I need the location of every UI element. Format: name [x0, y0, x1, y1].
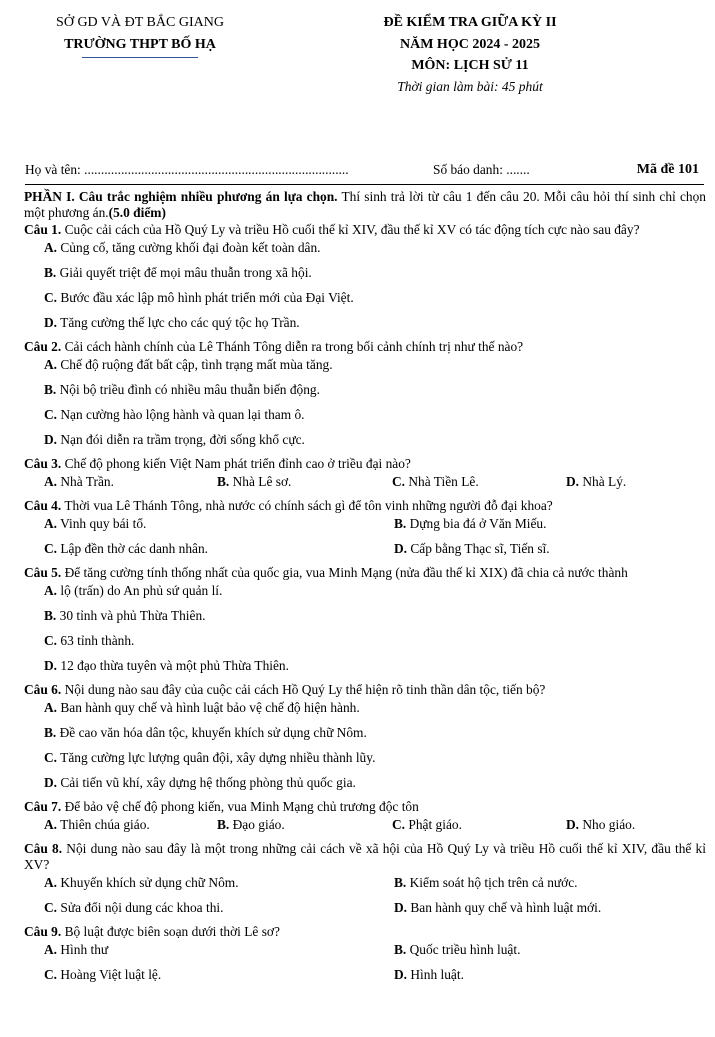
option-text: Quốc triều hình luật. — [406, 942, 521, 957]
option-letter: A. — [44, 516, 58, 531]
school-year: NĂM HỌC 2024 - 2025 — [400, 37, 540, 52]
option-8b — [394, 875, 578, 891]
option-letter: B. — [394, 942, 407, 957]
option-text: Nhà Tiền Lê. — [405, 474, 479, 489]
options-row-8ab — [24, 875, 706, 891]
option-letter: D. — [394, 541, 408, 556]
option-8d — [394, 900, 601, 916]
option-text: Khuyến khích sử dụng chữ Nôm. — [57, 875, 239, 890]
option-9d — [394, 967, 464, 983]
department-name: SỞ GD VÀ ĐT BẮC GIANG — [56, 15, 224, 30]
options-row-8cd — [24, 900, 706, 916]
option-text: Sửa đổi nội dung các khoa thi. — [57, 900, 224, 915]
option-text: Lập đền thờ các danh nhân. — [57, 541, 209, 556]
part-1-score: (5.0 điểm) — [108, 205, 166, 220]
exam-content — [24, 189, 706, 983]
option-2c — [44, 407, 706, 423]
question-1 — [24, 222, 706, 238]
question-number: Câu 3. — [24, 456, 62, 471]
question-number: Câu 9. — [24, 924, 62, 939]
option-6b — [44, 725, 706, 741]
question-number: Câu 2. — [24, 339, 62, 354]
option-letter: D. — [394, 967, 408, 982]
option-text: Nội bộ triều đình có nhiều mâu thuẫn biến động. — [56, 382, 320, 397]
option-text: Ban hành quy chế và hình luật mới. — [407, 900, 602, 915]
student-name-field: Họ và tên: ............................................................................... — [25, 162, 349, 177]
option-5d — [44, 658, 706, 674]
question-number: Câu 6. — [24, 682, 62, 697]
question-text: Nội dung nào sau đây của cuộc cải cách Hồ Quý Ly thể hiện rõ tinh thần dân tộc, tiến bộ? — [61, 682, 546, 697]
question-3 — [24, 456, 706, 472]
options-row-3 — [24, 474, 706, 490]
options-row-4ab — [24, 516, 706, 532]
option-letter: B. — [44, 608, 57, 623]
option-1d — [44, 315, 706, 331]
part-1-title: PHẦN I. Câu trắc nghiệm nhiều phương án lựa chọn. — [24, 189, 338, 204]
option-text: Tăng cường lực lượng quân đội, xây dựng nhiều thành lũy. — [57, 750, 376, 765]
option-letter: A. — [44, 583, 58, 598]
school-underline — [82, 57, 198, 58]
option-2b — [44, 382, 706, 398]
question-number: Câu 4. — [24, 498, 62, 513]
school-name: TRƯỜNG THPT BỐ HẠ — [64, 37, 216, 52]
option-9c — [44, 967, 161, 983]
option-letter: D. — [44, 658, 58, 673]
subject: MÔN: LỊCH SỬ 11 — [411, 58, 529, 73]
option-text: Ban hành quy chế và hình luật bảo vệ chế độ hiện hành. — [57, 700, 360, 715]
option-letter: C. — [44, 967, 58, 982]
option-text: Nho giáo. — [579, 817, 636, 832]
question-text: Chế độ phong kiến Việt Nam phát triển đỉnh cao ở triều đại nào? — [61, 456, 411, 471]
option-3d — [566, 474, 626, 490]
exam-duration: Thời gian làm bài: 45 phút — [397, 79, 543, 94]
options-row-4cd — [24, 541, 706, 557]
option-text: Tăng cường thế lực cho các quý tộc họ Trần. — [57, 315, 300, 330]
option-1b — [44, 265, 706, 281]
option-text: Hình luật. — [407, 967, 464, 982]
question-text: Thời vua Lê Thánh Tông, nhà nước có chính sách gì để tôn vinh những người đỗ đại khoa? — [61, 498, 553, 513]
question-number: Câu 8. — [24, 841, 63, 856]
option-8a — [44, 875, 239, 891]
option-letter: D. — [566, 474, 580, 489]
student-info-row — [25, 162, 703, 182]
header-right — [330, 14, 610, 96]
option-text: Nhà Trần. — [57, 474, 114, 489]
option-letter: C. — [44, 541, 58, 556]
option-text: Giải quyết triệt để mọi mâu thuẫn trong xã hội. — [56, 265, 312, 280]
option-letter: C. — [44, 900, 58, 915]
part-1-instruction-text: Thí sinh trả lời từ câu 1 đến câu 20. Mỗi câu hỏi thí sinh chỉ chọn một phương án. — [24, 189, 706, 220]
option-5c — [44, 633, 706, 649]
options-row-9ab — [24, 942, 706, 958]
option-text: Đạo giáo. — [229, 817, 285, 832]
option-text: Chế độ ruộng đất bất cập, tình trạng mất mùa tăng. — [57, 357, 333, 372]
question-text: Cuộc cải cách của Hồ Quý Ly và triều Hồ cuối thế kỉ XIV, đầu thế kỉ XV có tác động tích cực nào sau đây? — [61, 222, 640, 237]
option-6d — [44, 775, 706, 791]
option-letter: B. — [44, 265, 57, 280]
option-9b — [394, 942, 520, 958]
option-text: 63 tỉnh thành. — [57, 633, 135, 648]
option-2a — [44, 357, 706, 373]
option-text: Nhà Lý. — [579, 474, 627, 489]
question-7 — [24, 799, 706, 815]
option-4d — [394, 541, 550, 557]
option-letter: B. — [217, 474, 230, 489]
option-3b — [217, 474, 291, 490]
option-letter: A. — [44, 474, 58, 489]
option-letter: C. — [44, 290, 58, 305]
option-letter: A. — [44, 817, 58, 832]
option-8c — [44, 900, 223, 916]
option-4c — [44, 541, 208, 557]
option-3c — [392, 474, 479, 490]
option-5a — [44, 583, 706, 599]
option-text: Phật giáo. — [405, 817, 462, 832]
question-5 — [24, 565, 706, 581]
header-divider — [25, 184, 704, 185]
option-4b — [394, 516, 546, 532]
option-text: Vinh quy bái tổ. — [57, 516, 147, 531]
option-4a — [44, 516, 146, 532]
question-number: Câu 7. — [24, 799, 62, 814]
option-text: 30 tỉnh và phủ Thừa Thiên. — [56, 608, 206, 623]
option-letter: C. — [44, 633, 58, 648]
option-text: Nhà Lê sơ. — [229, 474, 292, 489]
option-3a — [44, 474, 114, 490]
option-text: Nạn đói diễn ra trầm trọng, đời sống khổ cực. — [57, 432, 305, 447]
option-letter: D. — [44, 775, 58, 790]
option-9a — [44, 942, 108, 958]
question-4 — [24, 498, 706, 514]
question-number: Câu 1. — [24, 222, 62, 237]
question-2 — [24, 339, 706, 355]
option-letter: B. — [394, 516, 407, 531]
option-text: Bước đầu xác lập mô hình phát triển mới của Đại Việt. — [57, 290, 354, 305]
option-letter: C. — [392, 474, 406, 489]
option-1a — [44, 240, 706, 256]
option-1c — [44, 290, 706, 306]
option-7c — [392, 817, 462, 833]
option-letter: D. — [566, 817, 580, 832]
option-text: Hoàng Việt luật lệ. — [57, 967, 162, 982]
question-text: Để bảo vệ chế độ phong kiến, vua Minh Mạng chủ trương độc tôn — [61, 799, 419, 814]
option-text: Kiểm soát hộ tịch trên cả nước. — [406, 875, 578, 890]
option-text: Dựng bia đá ở Văn Miếu. — [406, 516, 547, 531]
question-text: Để tăng cường tính thống nhất của quốc gia, vua Minh Mạng (nửa đầu thế kỉ XIX) đã chia cả nước thành — [61, 565, 628, 580]
option-text: 12 đạo thừa tuyên và một phủ Thừa Thiên. — [57, 658, 289, 673]
option-letter: A. — [44, 357, 58, 372]
exam-title: ĐỀ KIỂM TRA GIỮA KỲ II — [383, 15, 557, 30]
option-text: Hình thư — [57, 942, 109, 957]
exam-code: Mã đề 101 — [636, 162, 699, 177]
question-text: Bộ luật được biên soạn dưới thời Lê sơ? — [61, 924, 280, 939]
option-6c — [44, 750, 706, 766]
option-text: Thiên chúa giáo. — [57, 817, 150, 832]
student-id-field: Số báo danh: ....... — [433, 162, 530, 177]
question-8 — [24, 841, 706, 873]
option-text: Đề cao văn hóa dân tộc, khuyến khích sử dụng chữ Nôm. — [56, 725, 367, 740]
option-letter: D. — [44, 315, 58, 330]
option-7d — [566, 817, 635, 833]
question-text: Nội dung nào sau đây là một trong những cải cách về xã hội của Hồ Quý Ly và triều Hồ cuối thế kỉ XIV, đầu thế kỉ XV? — [24, 841, 706, 872]
option-text: Nạn cường hào lộng hành và quan lại tham ô. — [57, 407, 305, 422]
question-text: Cải cách hành chính của Lê Thánh Tông diễn ra trong bối cảnh chính trị như thế nào? — [61, 339, 524, 354]
option-7a — [44, 817, 150, 833]
option-letter: B. — [44, 725, 57, 740]
option-letter: D. — [44, 432, 58, 447]
option-2d — [44, 432, 706, 448]
option-letter: A. — [44, 700, 58, 715]
option-letter: B. — [217, 817, 230, 832]
option-letter: A. — [44, 240, 58, 255]
option-text: lộ (trấn) do An phủ sứ quản lí. — [57, 583, 223, 598]
option-7b — [217, 817, 285, 833]
question-number: Câu 5. — [24, 565, 62, 580]
option-letter: B. — [394, 875, 407, 890]
question-6 — [24, 682, 706, 698]
option-text: Cải tiến vũ khí, xây dựng hệ thống phòng thủ quốc gia. — [57, 775, 356, 790]
option-letter: D. — [394, 900, 408, 915]
option-letter: B. — [44, 382, 57, 397]
options-row-9cd — [24, 967, 706, 983]
option-5b — [44, 608, 706, 624]
option-letter: C. — [392, 817, 406, 832]
question-9 — [24, 924, 706, 940]
option-text: Củng cố, tăng cường khối đại đoàn kết toàn dân. — [57, 240, 321, 255]
part-1-instructions — [24, 189, 706, 221]
option-text: Cấp bằng Thạc sĩ, Tiến sĩ. — [407, 541, 550, 556]
option-letter: C. — [44, 407, 58, 422]
option-letter: A. — [44, 942, 58, 957]
header-left — [20, 14, 260, 58]
option-6a — [44, 700, 706, 716]
option-letter: A. — [44, 875, 58, 890]
options-row-7 — [24, 817, 706, 833]
option-letter: C. — [44, 750, 58, 765]
